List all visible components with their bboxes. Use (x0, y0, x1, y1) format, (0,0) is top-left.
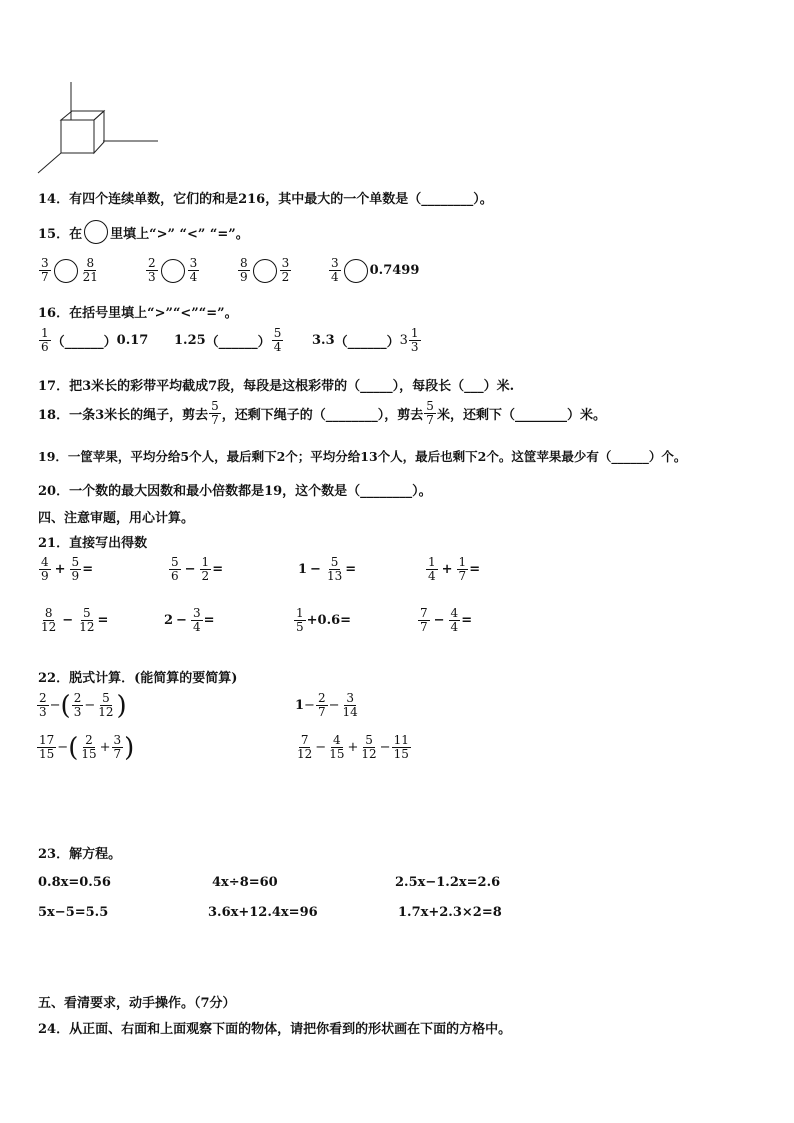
compare-circle[interactable] (344, 259, 368, 283)
question-17: 17．把3米长的彩带平均截成7段，每段是这根彩带的（_____），每段长（___）米. (38, 379, 515, 394)
q15-item-3: $\frac{8}{9}$ $\frac{3}{2}$ (240, 256, 290, 284)
question-23: 23．解方程。 (38, 847, 122, 862)
answer-blank[interactable]: （______） (205, 335, 271, 350)
calc-1: $\frac{4}{9}$ + $\frac{5}{9}$ = (41, 555, 94, 583)
question-18: 18．一条3米长的绳子，剪去 $\frac{5}{7}$ ，还剩下绳子的（________），剪去 $\frac{5}{7}$ 米，还剩下（________）米。 (38, 399, 606, 427)
q15-item-4: $\frac{3}{4}$ 0.7499 (331, 256, 420, 284)
calc-8: $\frac{7}{7}$ − $\frac{4}{4}$ = (420, 606, 473, 634)
question-20: 20．一个数的最大因数和最小倍数都是19，这个数是（________）。 (38, 484, 432, 499)
question-21: 21．直接写出得数 (38, 536, 148, 551)
equation-1: 0.8x=0.56 (38, 875, 111, 890)
equation-2: 4x÷8=60 (212, 875, 278, 890)
q16-item-2: 1.25 （______） $\frac{5}{4}$ (174, 326, 282, 354)
calc-2: $\frac{5}{6}$ − $\frac{1}{2}$ = (171, 555, 224, 583)
question-24: 24．从正面、右面和上面观察下面的物体，请把你看到的形状画在下面的方格中。 (38, 1022, 512, 1037)
question-16: 16．在括号里填上“>”“<”“=”。 (38, 306, 238, 321)
q15-prefix: 15．在 (38, 226, 83, 242)
cube-axes-diagram (30, 78, 170, 178)
q15-item-2: $\frac{2}{3}$ $\frac{3}{4}$ (148, 256, 198, 284)
calc-7: $\frac{1}{5}$ +0.6 = (296, 606, 352, 634)
compare-circle[interactable] (54, 259, 78, 283)
calc-4: $\frac{1}{4}$ + $\frac{1}{7}$ = (428, 555, 481, 583)
expr-2: 1 − $\frac{2}{7}$ − $\frac{3}{14}$ (295, 691, 358, 719)
question-15 (38, 220, 249, 244)
equation-3: 2.5x−1.2x=2.6 (395, 875, 501, 890)
q16-item-3: 3.3 （______） 3 $\frac{1}{3}$ (312, 326, 419, 354)
equation-6: 1.7x+2.3×2=8 (398, 905, 502, 920)
compare-circle[interactable] (161, 259, 185, 283)
question-14: 14．有四个连续单数，它们的和是216，其中最大的一个单数是（________）。 (38, 192, 493, 207)
q15-item-1: $\frac{3}{7}$ $\frac{8}{21}$ (41, 256, 98, 284)
calc-5: $\frac{8}{12}$ − $\frac{5}{12}$ = (41, 606, 109, 634)
compare-circle (84, 220, 108, 244)
question-22: 22．脱式计算．(能简算的要简算) (38, 671, 238, 686)
expr-3: $\frac{17}{15}$ − ( $\frac{2}{15}$ + $\frac{3}{7}$ ) (39, 732, 135, 763)
answer-blank[interactable]: （______） (334, 335, 400, 350)
calc-6: 2 − $\frac{3}{4}$ = (164, 606, 215, 634)
section-4-heading: 四、注意审题，用心计算。 (38, 511, 195, 526)
expr-1: $\frac{2}{3}$ − ( $\frac{2}{3}$ − $\frac{5}{12}$ ) (39, 690, 127, 721)
section-5-heading: 五、看清要求，动手操作。（7分） (38, 996, 236, 1011)
answer-blank[interactable]: （______） (51, 335, 117, 350)
expr-4: $\frac{7}{12}$ − $\frac{4}{15}$ + $\frac{5}{12}$ − $\frac{11}{15}$ (297, 733, 409, 761)
equation-4: 5x−5=5.5 (38, 905, 109, 920)
compare-circle[interactable] (253, 259, 277, 283)
equation-5: 3.6x+12.4x=96 (208, 905, 318, 920)
question-19: 19．一筐苹果，平均分给5个人，最后剩下2个；平均分给13个人，最后也剩下2个。这筐苹果最少有（______）个。 (38, 449, 687, 464)
calc-3: 1 − $\frac{5}{13}$ = (298, 555, 357, 583)
q16-item-1: $\frac{1}{6}$ （______） 0.17 (41, 326, 149, 354)
q15-suffix: 里填上“>” “<” “=”。 (110, 226, 249, 242)
